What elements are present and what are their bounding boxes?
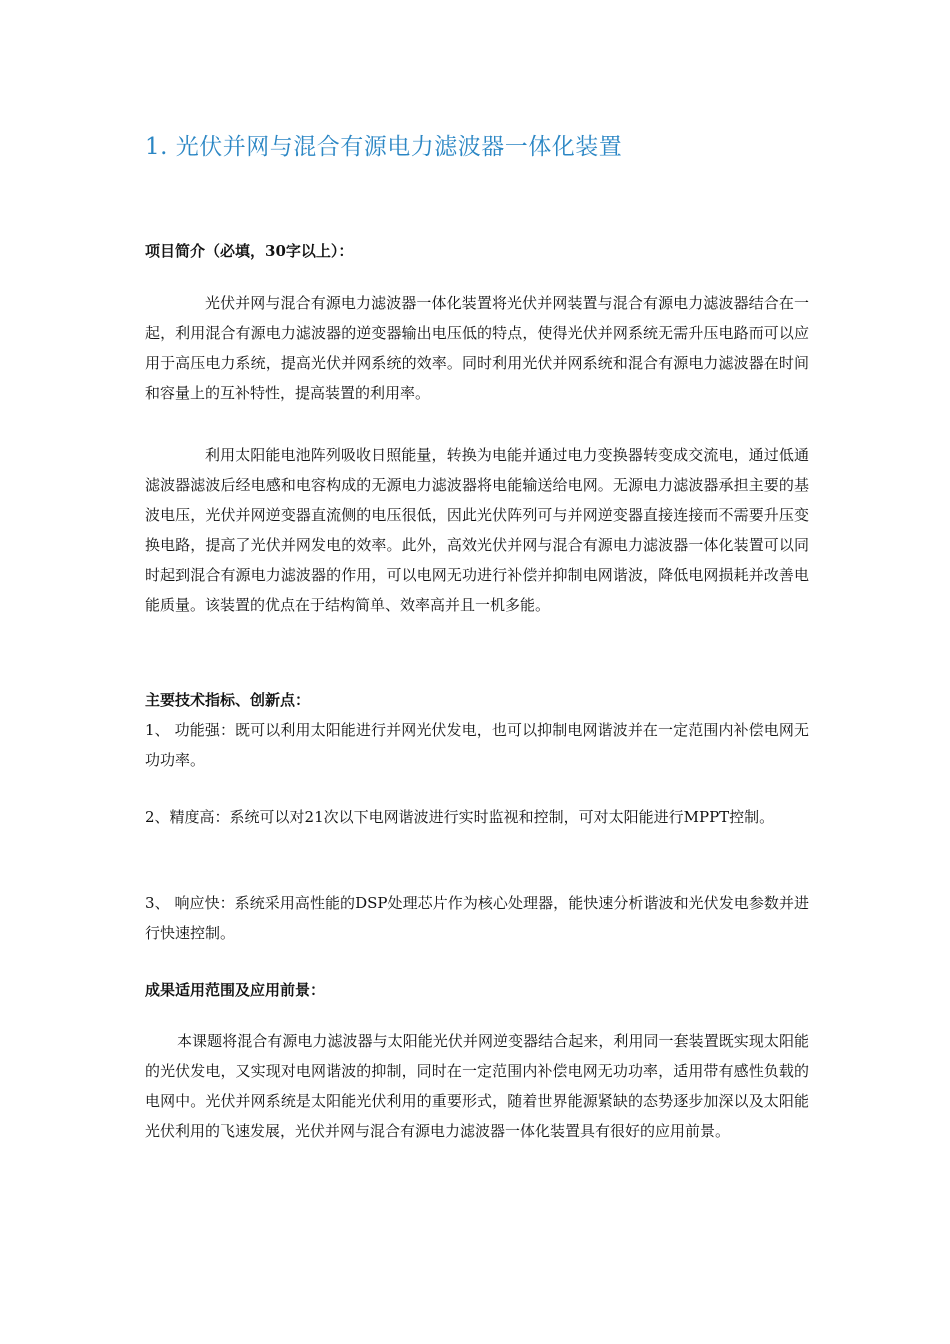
intro-section [145, 288, 809, 408]
tech-item-3 [145, 888, 809, 948]
tech-item-2-text: 2、精度高：系统可以对21次以下电网谐波进行实时监视和控制，可对太阳能进行MPPT控制。 [145, 808, 775, 826]
scope-heading: 成果适用范围及应用前景： [145, 981, 326, 999]
intro-paragraph-1: 光伏并网与混合有源电力滤波器一体化装置将光伏并网装置与混合有源电力滤波器结合在一起，利用混合有源电力滤波器的逆变器输出电压低的特点，使得光伏并网系统无需升压电路而可以应用于高压电力系统，提高光伏并网系统的效率。同时利用光伏并网系统和混合有源电力滤波器在时间和容量上的互补特性，提高装置的利用率。 [145, 294, 809, 402]
intro-heading: 项目简介（必填，30字以上）： [145, 242, 354, 260]
tech-item-1 [145, 715, 809, 775]
intro-section-2 [145, 440, 809, 620]
scope-section [145, 1026, 809, 1146]
tech-item-2 [145, 802, 809, 832]
tech-item-3-text: 3、 响应快：系统采用高性能的DSP处理芯片作为核心处理器，能快速分析谐波和光伏发电参数并进行快速控制。 [145, 894, 809, 942]
tech-heading: 主要技术指标、创新点： [145, 691, 311, 709]
intro-paragraph-2: 利用太阳能电池阵列吸收日照能量，转换为电能并通过电力变换器转变成交流电，通过低通滤波器滤波后经电感和电容构成的无源电力滤波器将电能输送给电网。无源电力滤波器承担主要的基波电压，光伏并网逆变器直流侧的电压很低，因此光伏阵列可与并网逆变器直接连接而不需要升压变换电路，提高了光伏并网发电的效率。此外，高效光伏并网与混合有源电力滤波器一体化装置可以同时起到混合有源电力滤波器的作用，可以电网无功进行补偿并抑制电网谐波，降低电网损耗并改善电能质量。该装置的优点在于结构简单、效率高并且一机多能。 [145, 446, 809, 614]
document-title: 1. 光伏并网与混合有源电力滤波器一体化装置 [145, 134, 623, 160]
scope-paragraph: 本课题将混合有源电力滤波器与太阳能光伏并网逆变器结合起来，利用同一套装置既实现太阳能的光伏发电，又实现对电网谐波的抑制，同时在一定范围内补偿电网无功功率，适用带有感性负载的电网中。光伏并网系统是太阳能光伏利用的重要形式，随着世界能源紧缺的态势逐步加深以及太阳能光伏利用的飞速发展，光伏并网与混合有源电力滤波器一体化装置具有很好的应用前景。 [145, 1032, 809, 1140]
tech-item-1-text: 1、 功能强：既可以利用太阳能进行并网光伏发电，也可以抑制电网谐波并在一定范围内补偿电网无功功率。 [145, 721, 809, 769]
